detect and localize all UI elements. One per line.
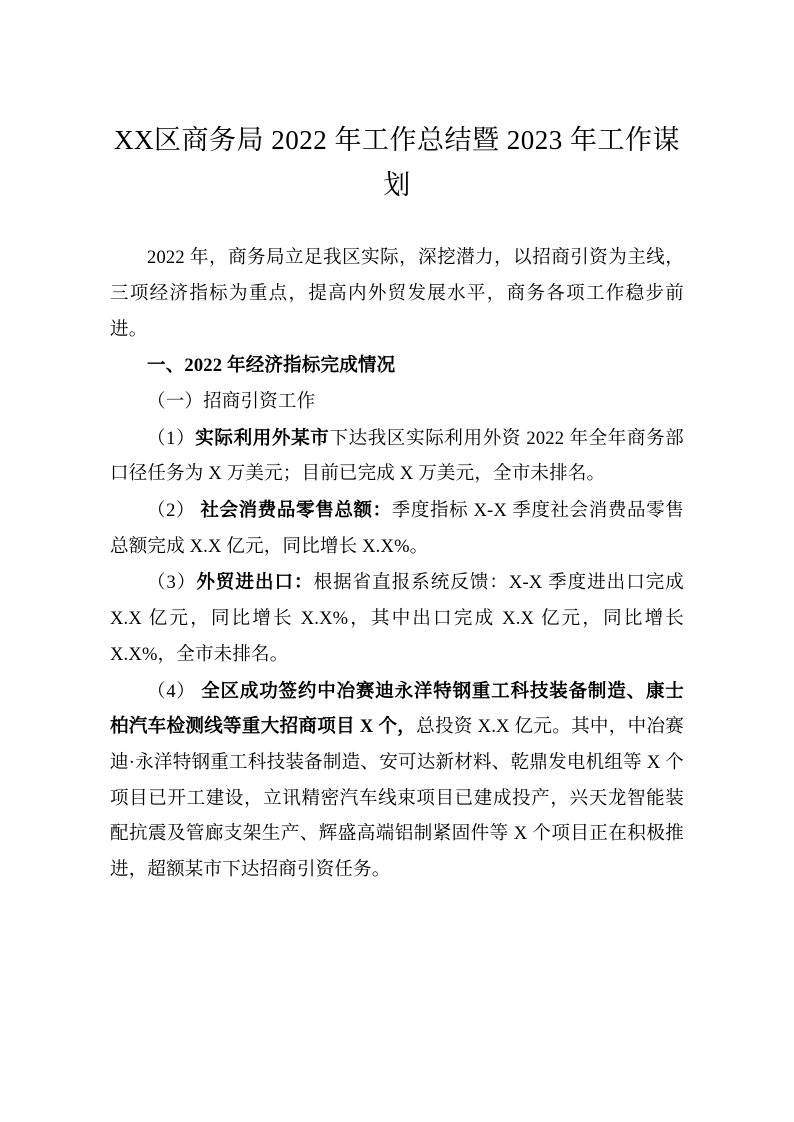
page-title: XX区商务局 2022 年工作总结暨 2023 年工作谋划 [114, 125, 680, 200]
run-text: 季度指标 X-X 季度社会消费品零售总额完成 X.X 亿元，同比增长 X.X%。 [110, 501, 684, 557]
run-text: 根据省直报系统反馈：X-X 季度进出口完成 X.X 亿元，同比增长 X.X%，其中出口完成 X.X 亿元，同比增长 X.X%，全市未排名。 [110, 573, 684, 665]
run-text: （一）招商引资工作 [147, 391, 316, 412]
section-heading-one [110, 349, 684, 385]
item-3-import-export [110, 566, 684, 673]
document-body [110, 241, 684, 889]
run-label: （4） [147, 681, 202, 702]
run-emphasis: 外贸进出口： [196, 573, 314, 594]
run-emphasis: 全区成功签约中冶赛迪永洋特钢重工科技装备制造、康士柏汽车检测线等重大招商项目 X 个， [110, 681, 684, 738]
item-1-foreign-capital [110, 422, 684, 493]
run-label: （3） [147, 573, 197, 594]
run-text: 总投资 X.X 亿元。其中，中冶赛迪·永洋特钢重工科技装备制造、安可达新材料、乾鼎发电机组等 X 个项目已开工建设，立讯精密汽车线束项目已建成投产，兴天龙智能装配抗震及管廊支架生产、辉盛高端铝制紧固件等 X 个项目正在积极推进，超额某市下达招商引资任务。 [110, 717, 684, 881]
run-emphasis: 社会消费品零售总额： [200, 501, 392, 522]
run-label: （1） [147, 428, 196, 449]
run-label: （2） [147, 501, 201, 522]
run-text: 一、2022 年经济指标完成情况 [147, 356, 396, 377]
item-2-retail-sales [110, 494, 684, 565]
subsection-heading-one [110, 385, 684, 421]
run-text: 2022 年，商务局立足我区实际，深挖潜力，以招商引资为主线，三项经济指标为重点，提高内外贸发展水平，商务各项工作稳步前进。 [110, 248, 684, 340]
run-text: 下达我区实际利用外资 2022 年全年商务部口径任务为 X 万美元；目前已完成 X 万美元，全市未排名。 [110, 428, 684, 485]
item-4-signed-projects [110, 675, 684, 889]
run-emphasis: 实际利用外某市 [195, 428, 330, 449]
intro-paragraph [110, 241, 684, 348]
